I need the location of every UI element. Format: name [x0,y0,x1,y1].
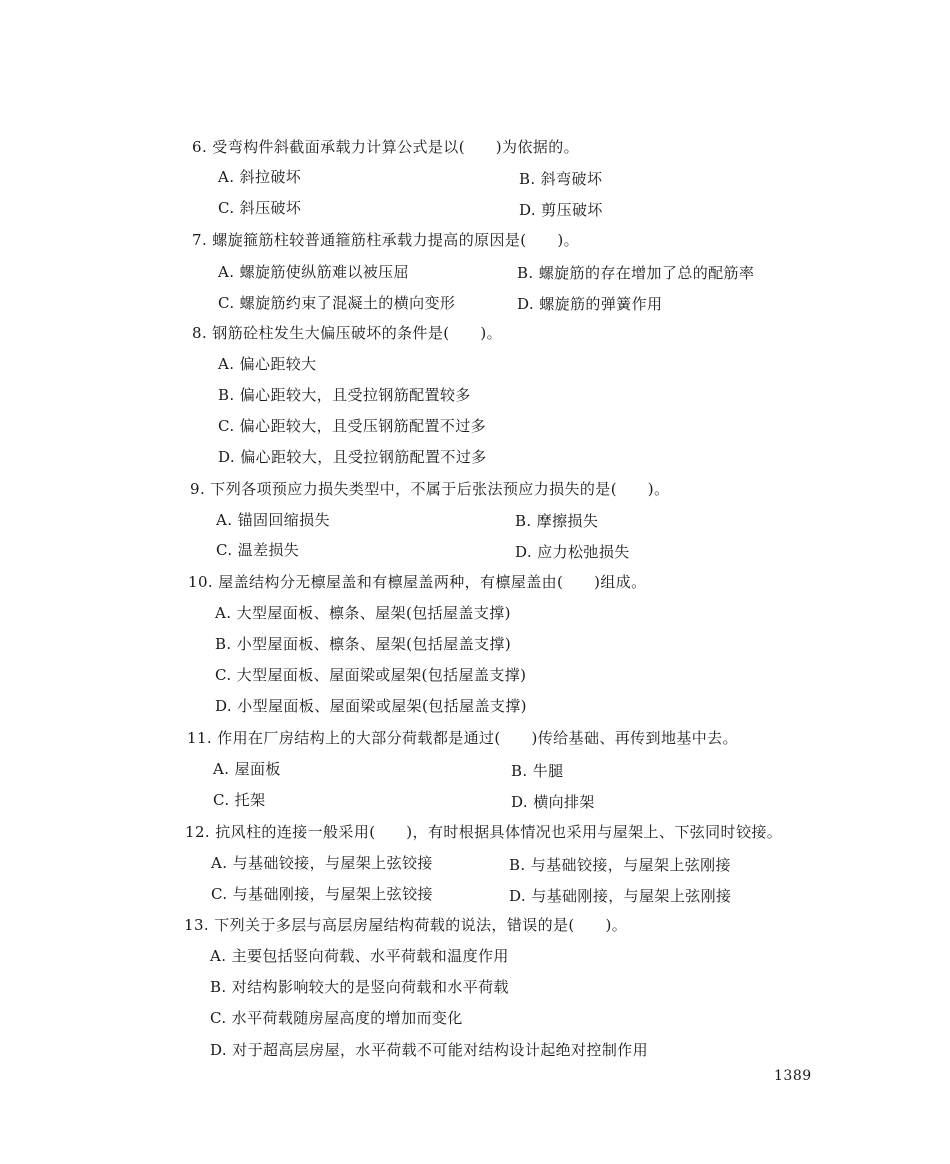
option-c: C. 斜压破坏 [218,199,302,217]
question-10 [188,571,647,592]
question-number: 10. [188,573,214,591]
question-8 [192,322,502,343]
question-number: 12. [185,823,211,841]
question-number: 11. [187,729,213,747]
option-c: C. 大型屋面板、屋面梁或屋架(包括屋盖支撑) [215,666,527,684]
option-b: B. 小型屋面板、檩条、屋架(包括屋盖支撑) [215,635,512,653]
question-stem: 下列各项预应力损失类型中，不属于后张法预应力损失的是( )。 [210,480,670,498]
option-b: B. 摩擦损失 [515,512,599,530]
option-b: B. 螺旋筋的存在增加了总的配筋率 [517,264,755,282]
option-b: B. 偏心距较大，且受拉钢筋配置较多 [218,386,471,404]
option-a: A. 偏心距较大 [218,355,317,373]
option-c: C. 水平荷载随房屋高度的增加而变化 [210,1009,463,1027]
page-number: 1389 [774,1068,812,1084]
option-a: A. 与基础铰接，与屋架上弦铰接 [211,854,433,872]
question-stem: 屋盖结构分无檩屋盖和有檩屋盖两种，有檩屋盖由( )组成。 [218,573,647,591]
question-13 [184,914,627,935]
option-b: B. 与基础铰接，与屋架上弦刚接 [509,856,731,874]
option-a: A. 主要包括竖向荷载、水平荷载和温度作用 [210,947,509,965]
question-number: 13. [184,916,210,934]
option-a: A. 屋面板 [213,760,281,778]
question-stem: 抗风柱的连接一般采用( )，有时根据具体情况也采用与屋架上、下弦同时铰接。 [215,823,783,841]
option-d: D. 偏心距较大，且受拉钢筋配置不过多 [218,448,487,466]
question-stem: 螺旋箍筋柱较普通箍筋柱承载力提高的原因是( )。 [212,231,580,249]
question-number: 8. [192,324,208,342]
option-d: D. 小型屋面板、屋面梁或屋架(包括屋盖支撑) [215,697,527,715]
question-stem: 钢筋砼柱发生大偏压破坏的条件是( )。 [212,324,503,342]
question-12 [185,821,782,842]
option-b: B. 斜弯破坏 [519,170,603,188]
option-c: C. 托架 [213,791,266,809]
question-number: 7. [192,231,208,249]
option-d: D. 剪压破坏 [519,201,603,219]
question-stem: 受弯构件斜截面承载力计算公式是以( )为依据的。 [212,138,580,156]
option-c: C. 温差损失 [216,541,300,559]
question-11 [187,727,738,748]
option-d: D. 对于超高层房屋，水平荷载不可能对结构设计起绝对控制作用 [210,1041,649,1059]
option-d: D. 与基础刚接，与屋架上弦刚接 [509,887,732,905]
option-a: A. 斜拉破坏 [218,168,302,186]
option-b: B. 牛腿 [511,762,564,780]
option-c: C. 与基础刚接，与屋架上弦铰接 [211,885,433,903]
question-stem: 作用在厂房结构上的大部分荷载都是通过( )传给基础、再传到地基中去。 [217,729,738,747]
question-7 [192,229,579,250]
option-a: A. 大型屋面板、檩条、屋架(包括屋盖支撑) [215,604,511,622]
option-a: A. 锚固回缩损失 [216,511,330,529]
option-a: A. 螺旋筋使纵筋难以被压屈 [218,263,409,281]
option-c: C. 螺旋筋约束了混凝土的横向变形 [218,294,456,312]
option-d: D. 应力松弛损失 [515,543,630,561]
question-number: 6. [192,138,208,156]
question-9 [190,478,669,499]
option-d: D. 螺旋筋的弹簧作用 [517,295,663,313]
question-stem: 下列关于多层与高层房屋结构荷载的说法，错误的是( )。 [214,916,628,934]
option-c: C. 偏心距较大，且受压钢筋配置不过多 [218,417,487,435]
question-6 [192,136,579,157]
question-number: 9. [190,480,206,498]
option-b: B. 对结构影响较大的是竖向荷载和水平荷载 [210,978,509,996]
option-d: D. 横向排架 [511,793,595,811]
